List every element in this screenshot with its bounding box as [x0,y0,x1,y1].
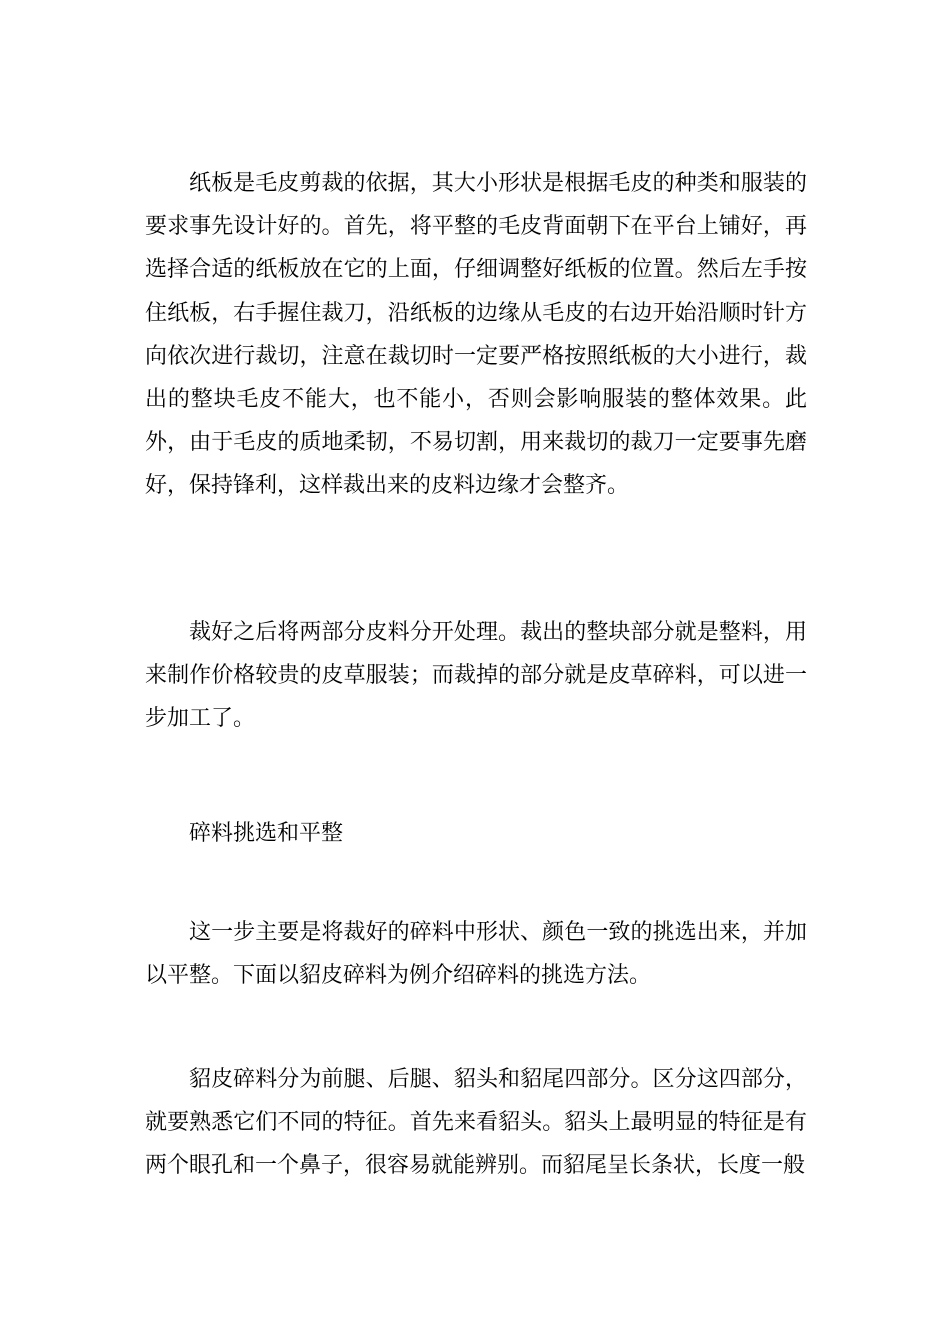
paragraph-cutting-with-template: 纸板是毛皮剪裁的依据，其大小形状是根据毛皮的种类和服装的要求事先设计好的。首先，将平整的毛皮背面朝下在平台上铺好，再选择合适的纸板放在它的上面，仔细调整好纸板的位置。然后左手按住纸板，右手握住裁刀，沿纸板的边缘从毛皮的右边开始沿顺时针方向依次进行裁切，注意在裁切时一定要严格按照纸板的大小进行，裁出的整块毛皮不能大，也不能小，否则会影响服装的整体效果。此外，由于毛皮的质地柔韧，不易切割，用来裁切的裁刀一定要事先磨好，保持锋利，这样裁出来的皮料边缘才会整齐。 [145,171,807,499]
paragraph-separating-pieces: 裁好之后将两部分皮料分开处理。裁出的整块部分就是整料，用来制作价格较贵的皮草服装；而裁掉的部分就是皮草碎料，可以进一步加工了。 [145,620,807,732]
paragraph-selection-intro: 这一步主要是将裁好的碎料中形状、颜色一致的挑选出来，并加以平整。下面以貂皮碎料为例介绍碎料的挑选方法。 [145,920,807,989]
section-heading: 碎料挑选和平整 [189,821,344,846]
paragraph-mink-parts: 貂皮碎料分为前腿、后腿、貂头和貂尾四部分。区分这四部分，就要熟悉它们不同的特征。首先来看貂头。貂头上最明显的特征是有两个眼孔和一个鼻子，很容易就能辨别。而貂尾呈长条状，长度一般 [145,1067,807,1179]
